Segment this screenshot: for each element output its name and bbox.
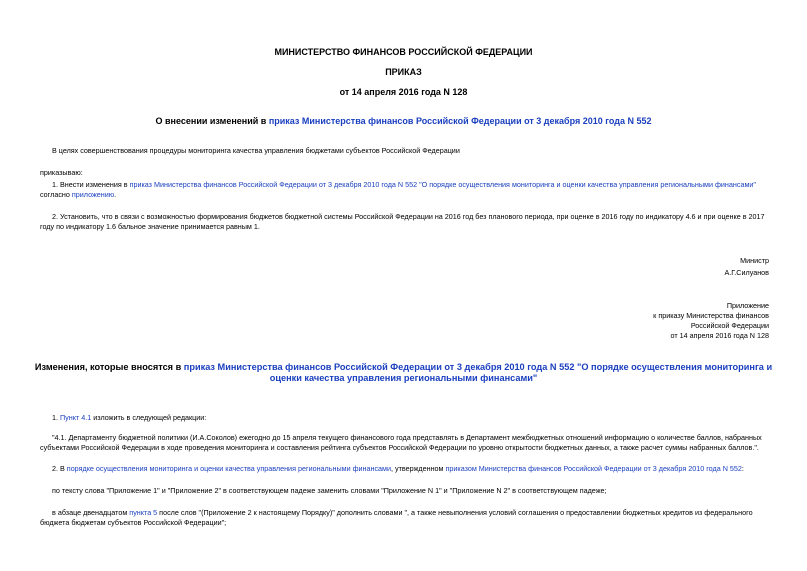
- title-prefix: О внесении изменений в: [155, 116, 269, 126]
- appendix-note-line1: Приложение: [726, 301, 769, 310]
- change-2-b-rest: после слов "(Приложение 2 к настоящему Порядку)" дополнить словами ", а также невыполнения условий соглашения о предоставлении бюджетных кредитов из федерального бюджета бюджетам субъектов Российской Федерации";: [40, 508, 753, 527]
- signature-name: А.Г.Силуанов: [724, 268, 769, 277]
- point-4-1-link[interactable]: Пункт 4.1: [60, 413, 92, 422]
- change-2-b-prefix: в абзаце двенадцатом: [52, 508, 130, 517]
- appendix-note-line4: от 14 апреля 2016 года N 128: [670, 331, 769, 340]
- appendix-note-line2: к приказу Министерства финансов: [653, 311, 769, 320]
- change-1: [40, 413, 770, 423]
- clause-1-end: .: [114, 190, 117, 199]
- change-1-quote: "4.1. Департаменту бюджетной политики (И.А.Соколов) ежегодно до 15 апреля текущего финансового года представлять в Департамент межбюджетных отношений информацию о количестве баллов, набранных субъектами Российской Федерации в ходе проведения мониторинга и составления рейтинга субъектов Российской Федерации по уровню открытости бюджетных данных, а также расчет суммы набранных баллов.".: [40, 433, 762, 452]
- clause-1: [40, 180, 770, 200]
- appendix-note-line3: Российской Федерации: [690, 321, 769, 330]
- change-2: [40, 464, 770, 474]
- clause-1-link[interactable]: приказ Министерства финансов Российской Федерации от 3 декабря 2010 года N 552 "О порядке осуществления мониторинга и оценки качества управления региональными финансами": [129, 180, 756, 189]
- changes-title-prefix: Изменения, которые вносятся в: [34, 362, 184, 372]
- order-word: приказываю:: [40, 168, 83, 177]
- doc-type-heading: ПРИКАЗ: [385, 67, 422, 77]
- clause-2: 2. Установить, что в связи с возможностью формирования бюджетов бюджетной системы Российской Федерации на 2016 год без планового периода, при оценке в 2016 году по индикатору 4.6 и при оценке в 2017 году по индикатору 1.6 бальное значение принимается равным 1.: [40, 212, 765, 231]
- document-title: [0, 116, 807, 126]
- title-link[interactable]: приказ Министерства финансов Российской Федерации от 3 декабря 2010 года N 552: [268, 116, 652, 126]
- change-1-prefix: 1.: [52, 413, 60, 422]
- signature-position: Министр: [740, 256, 769, 265]
- ministry-heading: МИНИСТЕРСТВО ФИНАНСОВ РОССИЙСКОЙ ФЕДЕРАЦИИ: [274, 47, 533, 57]
- appendix-link[interactable]: приложению: [71, 190, 115, 199]
- change-2-prefix: 2. В: [52, 464, 67, 473]
- procedure-link[interactable]: порядке осуществления мониторинга и оценки качества управления региональными финансами: [66, 464, 391, 473]
- date-number-heading: от 14 апреля 2016 года N 128: [339, 87, 468, 97]
- intro-paragraph: В целях совершенствования процедуры мониторинга качества управления бюджетами субъектов Российской Федерации: [52, 146, 460, 155]
- change-2-b: [40, 508, 770, 528]
- point-5-link[interactable]: пункта 5: [129, 508, 158, 517]
- changes-title-link[interactable]: приказ Министерства финансов Российской Федерации от 3 декабря 2010 года N 552 "О порядке осуществления мониторинга и оценки качества управления региональными финансами": [183, 362, 773, 383]
- clause-1-prefix: 1. Внести изменения в: [52, 180, 130, 189]
- change-2-end: :: [741, 464, 744, 473]
- change-2-a: по тексту слова "Приложение 1" и "Приложение 2" в соответствующем падеже заменить словами "Приложение N 1" и "Приложение N 2" в соответствующем падеже;: [52, 486, 607, 495]
- changes-title: [30, 362, 777, 384]
- change-1-rest: изложить в следующей редакции:: [91, 413, 207, 422]
- change-2-mid: , утвержденном: [391, 464, 446, 473]
- clause-1-mid: согласно: [40, 190, 72, 199]
- order-552-link[interactable]: приказом Министерства финансов Российской Федерации от 3 декабря 2010 года N 552: [445, 464, 742, 473]
